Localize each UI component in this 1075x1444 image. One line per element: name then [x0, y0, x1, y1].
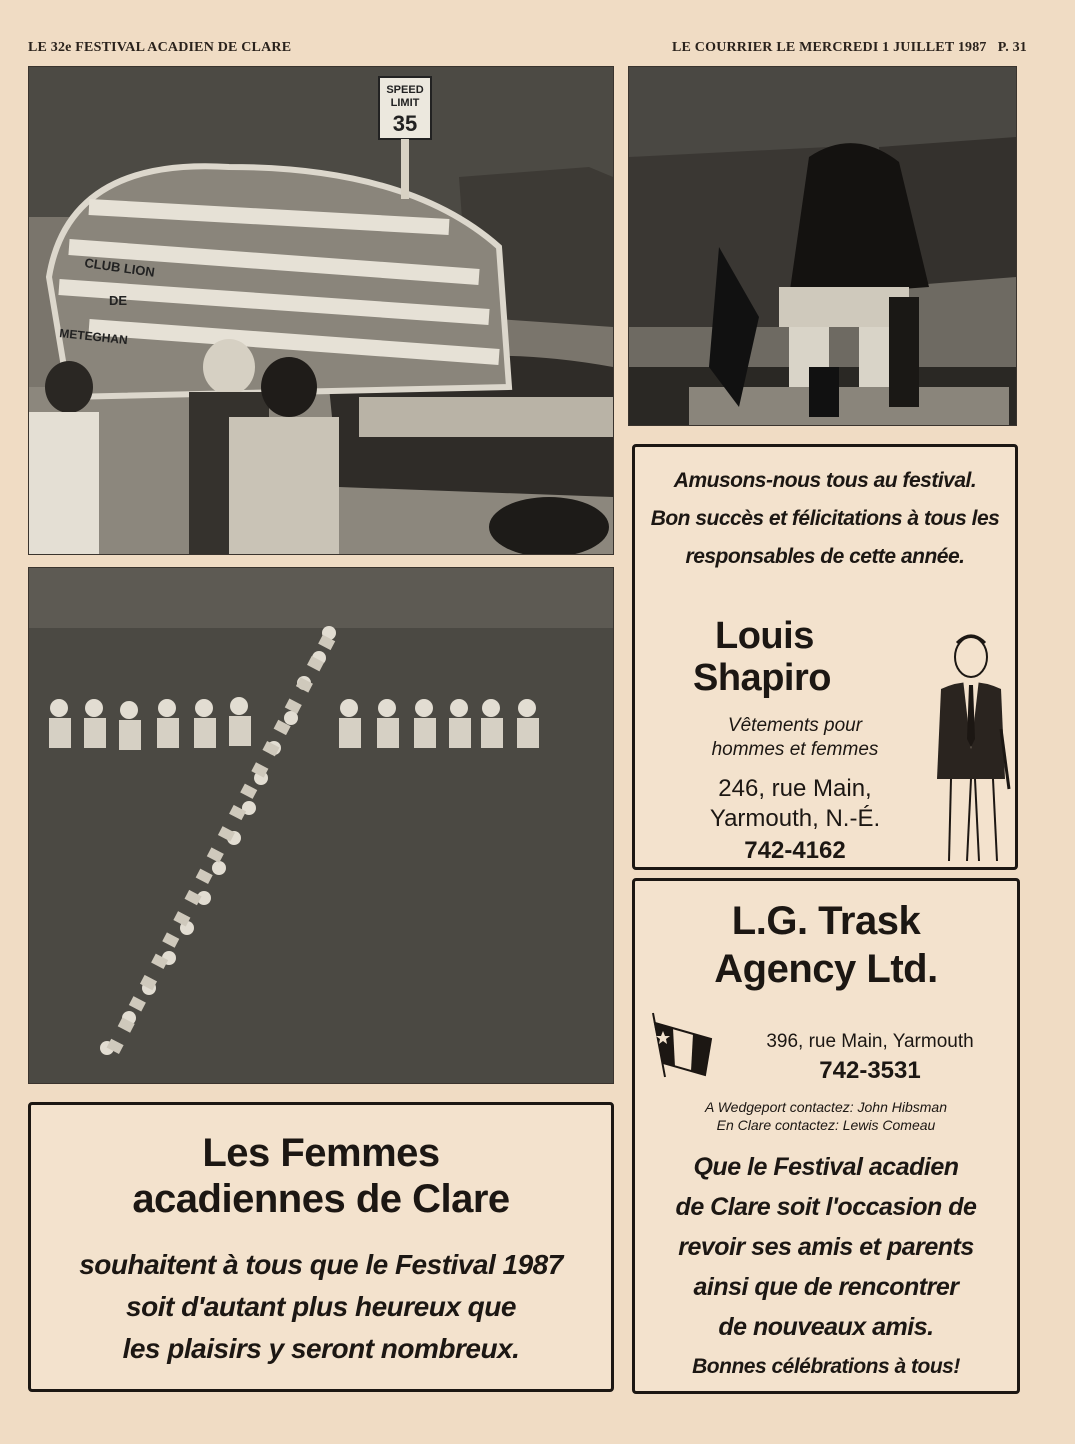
- trask-msg2: de Clare soit l'occasion de: [675, 1193, 977, 1221]
- float-text-meteghan: METEGHAN: [58, 326, 129, 348]
- speed-sign-number: 35: [392, 111, 418, 136]
- trask-contact1: A Wedgeport contactez: John Hibsman: [704, 1099, 948, 1115]
- shapiro-name-louis: Louis: [715, 615, 814, 657]
- femmes-msg2: soit d'autant plus heureux que: [126, 1291, 516, 1322]
- header-date-page: LE COURRIER LE MERCREDI 1 JUILLET 1987 P. 31: [672, 40, 1027, 55]
- trask-msg6: Bonnes célébrations à tous!: [692, 1355, 960, 1378]
- ad-femmes-acadiennes: [28, 1102, 614, 1392]
- trask-msg1: Que le Festival acadien: [693, 1153, 959, 1181]
- photo-lobster-trap-float: [28, 66, 614, 555]
- float-text-club-lion: CLUB LION: [83, 255, 156, 280]
- femmes-title1: Les Femmes: [202, 1131, 440, 1175]
- ad-lg-trask-agency: [632, 878, 1020, 1394]
- shapiro-address1: 246, rue Main,: [718, 775, 872, 802]
- trask-name1: L.G. Trask: [731, 899, 921, 943]
- shapiro-name-shapiro: Shapiro: [693, 657, 831, 699]
- acadian-flag-icon: [649, 1009, 719, 1079]
- photo-costumed-figure: [628, 66, 1017, 426]
- speed-sign-speed: SPEED: [386, 84, 424, 96]
- trask-contact2: En Clare contactez: Lewis Comeau: [716, 1117, 936, 1133]
- float-text-de: DE: [109, 293, 128, 308]
- shapiro-line1: Amusons-nous tous au festival.: [673, 469, 977, 492]
- shapiro-desc1: Vêtements pour: [727, 715, 863, 736]
- trask-phone: 742-3531: [819, 1057, 921, 1084]
- speed-sign-limit: LIMIT: [390, 97, 420, 109]
- shapiro-phone: 742-4162: [744, 837, 846, 864]
- trask-name2: Agency Ltd.: [714, 947, 938, 991]
- header-section-title: LE 32e FESTIVAL ACADIEN DE CLARE: [28, 40, 292, 55]
- ad-louis-shapiro: [632, 444, 1018, 870]
- photo-dancers-formation: [28, 567, 614, 1084]
- femmes-msg3: les plaisirs y seront nombreux.: [122, 1333, 520, 1364]
- trask-msg3: revoir ses amis et parents: [678, 1233, 974, 1261]
- trask-msg5: de nouveaux amis.: [718, 1313, 934, 1341]
- femmes-msg1: souhaitent à tous que le Festival 1987: [79, 1249, 563, 1280]
- trask-msg4: ainsi que de rencontrer: [693, 1273, 959, 1301]
- femmes-title2: acadiennes de Clare: [132, 1177, 510, 1221]
- shapiro-desc2: hommes et femmes: [711, 739, 879, 760]
- shapiro-line3: responsables de cette année.: [685, 545, 965, 568]
- man-in-suit-illustration: [927, 629, 1013, 865]
- shapiro-address2: Yarmouth, N.-É.: [709, 805, 881, 832]
- shapiro-line2: Bon succès et félicitations à tous les: [650, 507, 1000, 530]
- trask-address: 396, rue Main, Yarmouth: [766, 1031, 974, 1052]
